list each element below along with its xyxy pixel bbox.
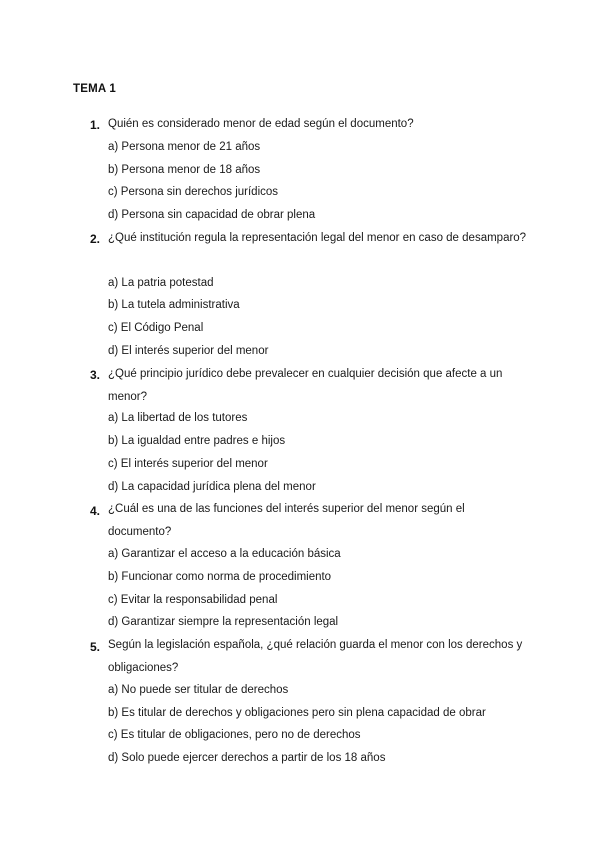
answer-option: a) Persona menor de 21 años <box>108 141 261 153</box>
question-number: 4. <box>90 504 101 518</box>
answer-option: b) Es titular de derechos y obligaciones pero sin plena capacidad de obrar <box>108 707 486 719</box>
answer-option: a) Garantizar el acceso a la educación básica <box>108 548 341 560</box>
question-number: 2. <box>90 232 101 246</box>
question-text: ¿Cuál es una de las funciones del interés superior del menor según el documento? <box>108 503 465 538</box>
answer-option: a) La patria potestad <box>108 277 214 289</box>
answer-option: a) No puede ser titular de derechos <box>108 684 289 696</box>
question-number: 3. <box>90 368 101 382</box>
answer-option: c) El interés superior del menor <box>108 458 268 470</box>
answer-option: d) Garantizar siempre la representación legal <box>108 616 339 628</box>
page-title: TEMA 1 <box>73 83 116 95</box>
answer-option: d) Solo puede ejercer derechos a partir de los 18 años <box>108 752 386 764</box>
answer-option: c) Es titular de obligaciones, pero no de derechos <box>108 729 361 741</box>
answer-option: b) Persona menor de 18 años <box>108 164 261 176</box>
answer-option: d) La capacidad jurídica plena del menor <box>108 481 316 493</box>
question-number: 5. <box>90 640 101 654</box>
question-text: ¿Qué institución regula la representación legal del menor en caso de desamparo? <box>108 232 527 244</box>
question-number: 1. <box>90 118 101 132</box>
answer-option: c) El Código Penal <box>108 322 204 334</box>
answer-option: c) Evitar la responsabilidad penal <box>108 594 278 606</box>
answer-option: b) La igualdad entre padres e hijos <box>108 435 286 447</box>
answer-option: a) La libertad de los tutores <box>108 412 248 424</box>
answer-option: d) Persona sin capacidad de obrar plena <box>108 209 316 221</box>
question-text: Según la legislación española, ¿qué relación guarda el menor con los derechos y obligaciones? <box>108 639 523 674</box>
answer-option: d) El interés superior del menor <box>108 345 269 357</box>
answer-option: c) Persona sin derechos jurídicos <box>108 186 279 198</box>
answer-option: b) La tutela administrativa <box>108 299 240 311</box>
answer-option: b) Funcionar como norma de procedimiento <box>108 571 332 583</box>
question-text: Quién es considerado menor de edad según el documento? <box>108 118 414 130</box>
question-text: ¿Qué principio jurídico debe prevalecer en cualquier decisión que afecte a un menor? <box>108 368 503 403</box>
